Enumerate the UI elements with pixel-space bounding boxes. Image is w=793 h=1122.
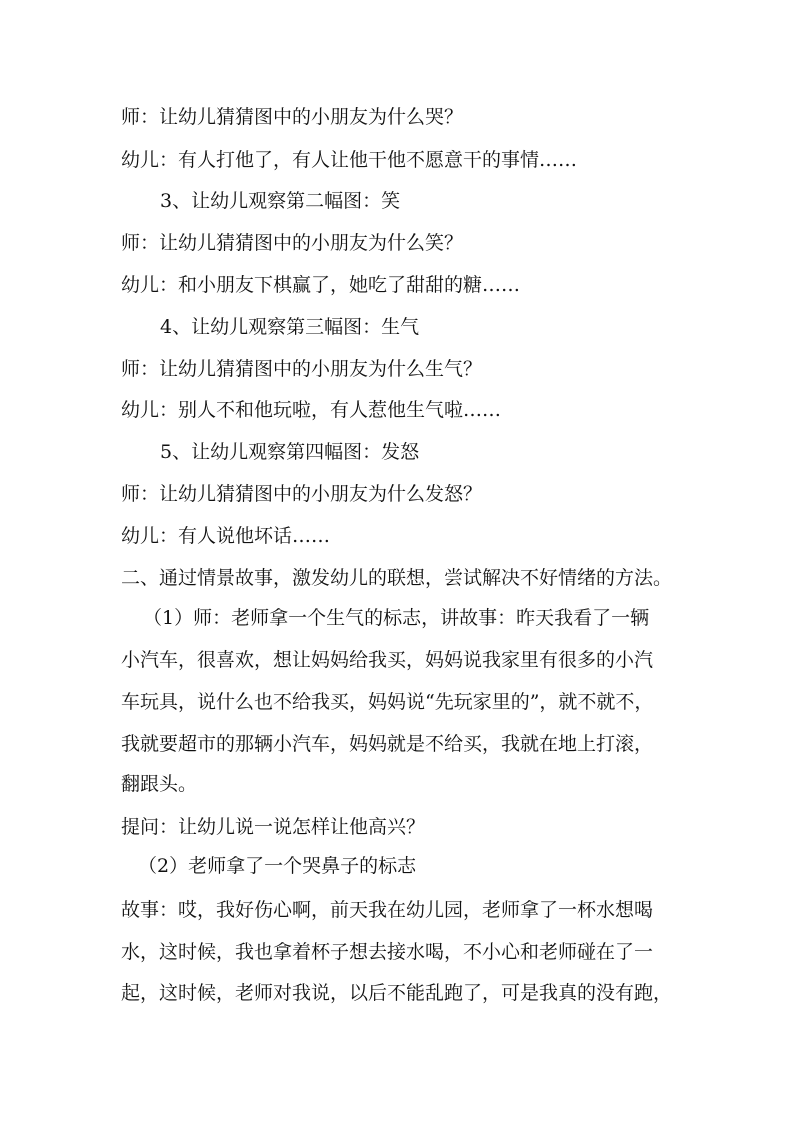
dialogue-line: 幼儿：别人不和他玩啦，有人惹他生气啦…… xyxy=(121,399,502,421)
step-heading: 3、让幼儿观察第二幅图：笑 xyxy=(160,190,401,212)
dialogue-line: 师：让幼儿猜猜图中的小朋友为什么发怒？ xyxy=(121,483,483,505)
paragraph-line: （2）老师拿了一个哭鼻子的标志 xyxy=(138,855,417,877)
step-heading: 5、让幼儿观察第四幅图：发怒 xyxy=(160,441,420,463)
dialogue-line: 师：让幼儿猜猜图中的小朋友为什么哭？ xyxy=(121,106,464,128)
dialogue-line: 幼儿：有人打他了，有人让他干他不愿意干的事情…… xyxy=(121,149,578,171)
dialogue-line: 师：让幼儿猜猜图中的小朋友为什么生气？ xyxy=(121,358,483,380)
dialogue-line: 师：让幼儿猜猜图中的小朋友为什么笑？ xyxy=(121,232,464,254)
paragraph-line: （1）师：老师拿一个生气的标志，讲故事：昨天我看了一辆 xyxy=(143,607,650,629)
paragraph-line: 我就要超市的那辆小汽车，妈妈就是不给买，我就在地上打滚， xyxy=(121,733,654,755)
paragraph-line: 小汽车，很喜欢，想让妈妈给我买，妈妈说我家里有很多的小汽 xyxy=(121,649,654,671)
paragraph-line: 故事：哎，我好伤心啊，前天我在幼儿园，老师拿了一杯水想喝 xyxy=(121,899,654,921)
dialogue-line: 幼儿：有人说他坏话…… xyxy=(121,525,331,547)
section-heading: 二、通过情景故事，激发幼儿的联想，尝试解决不好情绪的方法。 xyxy=(121,567,673,589)
dialogue-line: 幼儿：和小朋友下棋赢了，她吃了甜甜的糖…… xyxy=(121,274,521,296)
paragraph-line: 翻跟头。 xyxy=(121,773,198,795)
paragraph-line: 车玩具，说什么也不给我买，妈妈说“先玩家里的”，就不就不， xyxy=(121,691,654,713)
paragraph-line: 水，这时候，我也拿着杯子想去接水喝，不小心和老师碰在了一 xyxy=(121,941,654,963)
paragraph-line: 起，这时候，老师对我说，以后不能乱跑了，可是我真的没有跑， xyxy=(121,982,673,1004)
step-heading: 4、让幼儿观察第三幅图：生气 xyxy=(160,316,420,338)
question-line: 提问：让幼儿说一说怎样让他高兴？ xyxy=(121,816,426,838)
